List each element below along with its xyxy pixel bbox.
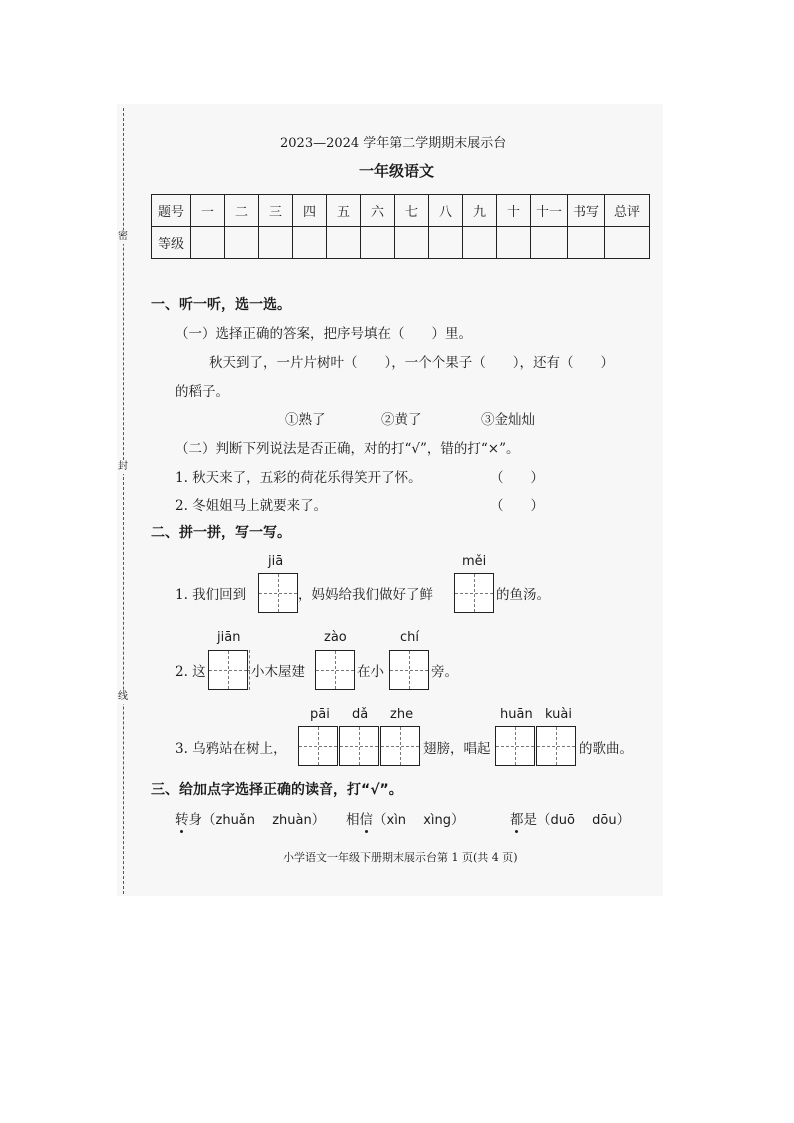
pinyin: jiā — [268, 554, 284, 569]
reading-option[interactable]: xìng — [423, 813, 452, 828]
reading-option[interactable]: xìn — [386, 813, 407, 828]
score-head-cell: 六 — [361, 195, 395, 227]
reading-item-2 — [346, 808, 465, 828]
pinyin: měi — [462, 554, 487, 569]
section1-sentence-b: 的稻子。 — [175, 384, 229, 400]
score-grade-cell[interactable] — [531, 227, 568, 259]
score-header-row — [152, 195, 650, 227]
reading-option[interactable]: zhuǎn — [215, 813, 256, 828]
score-grade-cell[interactable] — [361, 227, 395, 259]
box-spacer — [248, 650, 250, 690]
judge-blank-1[interactable]: （ ） — [490, 470, 544, 486]
section3-heading: 三、给加点字选择正确的读音，打“√”。 — [151, 782, 403, 798]
q2-text-1: 2. 这 — [175, 664, 206, 680]
score-head-cell: 十一 — [531, 195, 568, 227]
page-footer: 小学语文一年级下册期末展示台第 1 页(共 4 页) — [283, 851, 518, 864]
exam-subtitle: 一年级语文 — [359, 162, 435, 180]
score-head-cell: 十 — [497, 195, 531, 227]
score-head-cell: 五 — [327, 195, 361, 227]
q1-text-1: 1. 我们回到 — [175, 587, 247, 603]
score-grade-cell[interactable] — [605, 227, 650, 259]
pinyin: dǎ — [352, 707, 369, 722]
q3-text-3: 的歌曲。 — [579, 741, 633, 757]
reading-text: （ — [373, 812, 387, 828]
writing-box[interactable] — [380, 726, 420, 766]
dotted-char: 信 — [360, 808, 374, 828]
score-grade-cell[interactable] — [225, 227, 259, 259]
score-grade-cell[interactable] — [497, 227, 531, 259]
reading-item-1 — [175, 808, 325, 828]
score-head-cell: 三 — [259, 195, 293, 227]
judge-blank-2[interactable]: （ ） — [490, 498, 544, 514]
pinyin: zào — [324, 630, 347, 645]
exam-title: 2023—2024 学年第二学期期末展示台 — [280, 136, 507, 151]
score-table — [151, 194, 650, 259]
binding-char-feng: 封 — [118, 461, 128, 472]
score-grade-cell[interactable] — [568, 227, 605, 259]
q1-text-3: 的鱼汤。 — [496, 587, 550, 603]
score-head-cell: 总评 — [605, 195, 650, 227]
score-grade-cell[interactable] — [429, 227, 463, 259]
pinyin: pāi — [310, 707, 330, 722]
reading-text: ） — [451, 812, 465, 828]
option-2: ②黄了 — [381, 412, 422, 428]
score-grade-label: 等级 — [152, 227, 191, 259]
q2-text-3: 在小 — [357, 664, 384, 680]
score-head-cell: 二 — [225, 195, 259, 227]
q3-text-1: 3. 乌鸦站在树上， — [175, 741, 287, 757]
pinyin: jiān — [217, 630, 241, 645]
reading-option[interactable]: dōu — [592, 813, 617, 828]
writing-box[interactable] — [495, 726, 535, 766]
section2-heading: 二、拼一拼，写一写。 — [151, 525, 291, 541]
q3-text-2: 翅膀，唱起 — [423, 741, 491, 757]
q2-text-2: 小木屋建 — [251, 664, 305, 680]
score-head-cell: 题号 — [152, 195, 191, 227]
section1-part2-instruction: （二）判断下列说法是否正确，对的打“√”，错的打“×”。 — [175, 441, 520, 457]
writing-box[interactable] — [536, 726, 576, 766]
writing-box[interactable] — [454, 573, 494, 613]
dotted-char: 都 — [510, 808, 524, 828]
score-head-cell: 四 — [293, 195, 327, 227]
writing-box[interactable] — [389, 650, 429, 690]
score-grade-cell[interactable] — [293, 227, 327, 259]
binding-char-mi: 密 — [118, 231, 128, 242]
section1-part1-instruction: （一）选择正确的答案，把序号填在（ ）里。 — [175, 326, 472, 342]
option-3: ③金灿灿 — [481, 412, 535, 428]
score-grade-cell[interactable] — [259, 227, 293, 259]
writing-box[interactable] — [298, 726, 338, 766]
writing-box[interactable] — [208, 650, 248, 690]
score-head-cell: 八 — [429, 195, 463, 227]
judge-item-1: 1. 秋天来了，五彩的荷花乐得笑开了怀。 — [175, 470, 422, 486]
score-grade-cell[interactable] — [395, 227, 429, 259]
binding-char-xian: 线 — [118, 691, 128, 702]
score-grade-cell[interactable] — [191, 227, 225, 259]
reading-text: ） — [311, 812, 326, 828]
score-head-cell: 九 — [463, 195, 497, 227]
option-1: ①熟了 — [285, 412, 326, 428]
score-grade-cell[interactable] — [327, 227, 361, 259]
pinyin: kuài — [545, 707, 572, 722]
judge-item-2: 2. 冬姐姐马上就要来了。 — [175, 498, 328, 514]
pinyin: zhe — [390, 707, 414, 722]
reading-option[interactable]: duō — [550, 813, 575, 828]
reading-option[interactable]: zhuàn — [272, 813, 312, 828]
binding-line — [123, 108, 124, 894]
q1-text-2: ，妈妈给我们做好了鲜 — [298, 587, 433, 603]
dotted-char: 转 — [175, 808, 189, 828]
score-head-cell: 一 — [191, 195, 225, 227]
section1-sentence-a: 秋天到了，一片片树叶（ ），一个个果子（ ），还有（ ） — [209, 355, 614, 371]
section1-heading: 一、听一听，选一选。 — [151, 297, 291, 313]
reading-text: 身（ — [188, 812, 216, 828]
score-head-cell: 书写 — [568, 195, 605, 227]
q2-text-4: 旁。 — [431, 664, 458, 680]
writing-box[interactable] — [339, 726, 379, 766]
reading-text: 是（ — [523, 812, 551, 828]
score-grade-row — [152, 227, 650, 259]
reading-text: ） — [616, 812, 631, 828]
reading-text: 相 — [346, 812, 360, 828]
writing-box[interactable] — [258, 573, 298, 613]
writing-box[interactable] — [315, 650, 355, 690]
pinyin: chí — [400, 630, 419, 645]
pinyin: huān — [500, 707, 533, 722]
score-grade-cell[interactable] — [463, 227, 497, 259]
reading-item-3 — [510, 808, 630, 828]
score-head-cell: 七 — [395, 195, 429, 227]
